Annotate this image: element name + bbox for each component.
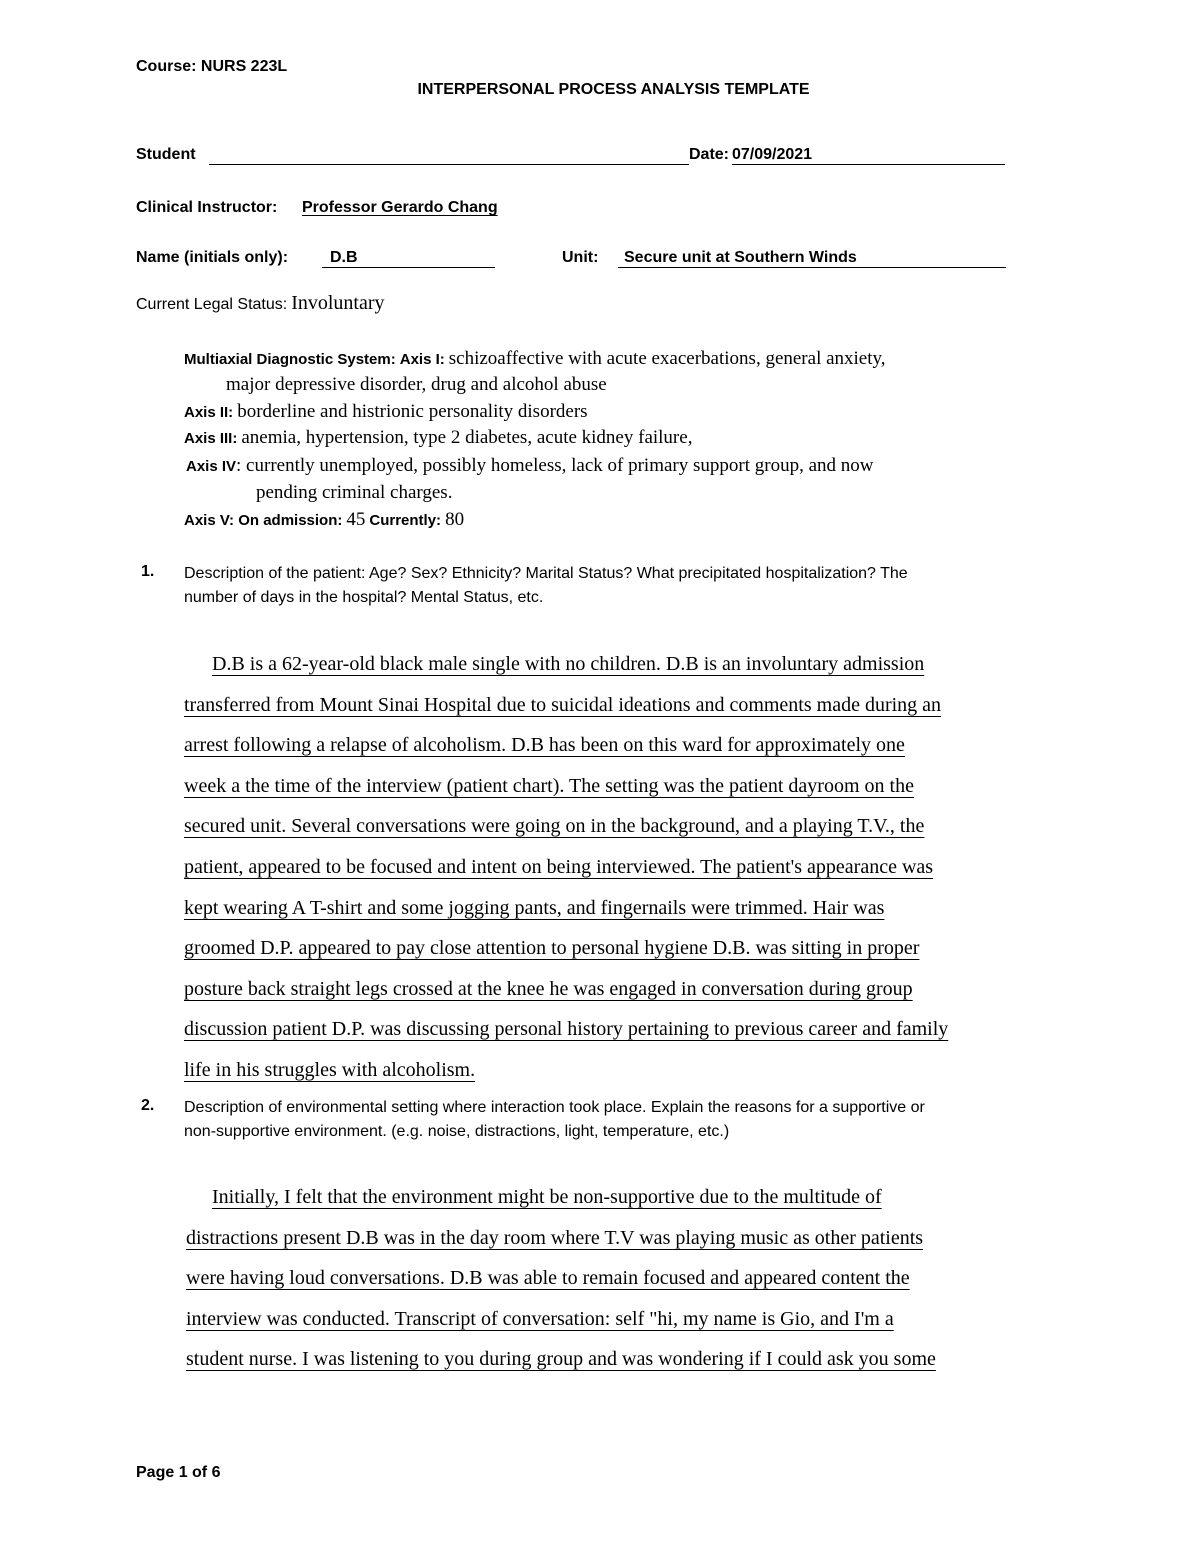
answer2-line: were having loud conversations. D.B was able to remain focused and appeared content the: [186, 1267, 910, 1290]
question2-number: 2.: [141, 1097, 155, 1114]
axis3-value: anemia, hypertension, type 2 diabetes, acute kidney failure,: [241, 427, 693, 448]
answer2-line: interview was conducted. Transcript of conversation: self "hi, my name is Gio, and I'm a: [186, 1307, 894, 1330]
answer1-line: D.B is a 62-year-old black male single with no children. D.B is an involuntary admission: [212, 653, 925, 675]
axis5-current-value: 80: [445, 509, 465, 530]
axis1-value-cont: major depressive disorder, drug and alcohol abuse: [226, 374, 607, 395]
axis5-row: [184, 509, 464, 531]
answer2-line: student nurse. I was listening to you during group and was wondering if I could ask you some: [186, 1348, 936, 1371]
answer1-line: week a the time of the interview (patient chart). The setting was the patient dayroom on the: [184, 774, 914, 797]
axis5-current-label: Currently:: [369, 512, 442, 529]
axis3-row: [184, 427, 692, 449]
name-value: D.B: [330, 249, 358, 266]
answer1-line: groomed D.P. appeared to pay close attention to personal hygiene D.B. was sitting in proper: [184, 937, 920, 960]
axis4-row: [186, 455, 873, 477]
question2-line1: Description of environmental setting where interaction took place. Explain the reasons for a supportive or: [184, 1099, 925, 1116]
name-label: Name (initials only):: [136, 249, 289, 266]
answer2-line: Initially, I felt that the environment might be non-supportive due to the multitude of: [212, 1186, 882, 1208]
page-number: Page 1 of 6: [136, 1464, 221, 1481]
legal-status-line: [136, 292, 385, 315]
answer1-line: discussion patient D.P. was discussing personal history pertaining to previous career and family: [184, 1018, 949, 1041]
answer2-line: distractions present D.B was in the day room where T.V was playing music as other patients: [186, 1226, 924, 1249]
legal-status-label: Current Legal Status:: [136, 296, 288, 313]
axis1-row: [184, 348, 886, 370]
axis5-admission-value: 45: [346, 509, 366, 530]
axis4-label: Axis IV: [186, 458, 237, 475]
answer1-line: arrest following a relapse of alcoholism. D.B has been on this ward for approximately one: [184, 734, 905, 757]
document-title: INTERPERSONAL PROCESS ANALYSIS TEMPLATE: [417, 81, 810, 98]
answer1-line: kept wearing A T-shirt and some jogging pants, and fingernails were trimmed. Hair was: [184, 896, 885, 919]
question1-line1: Description of the patient: Age? Sex? Ethnicity? Marital Status? What precipitated hospitalization? The: [184, 565, 908, 582]
date-value: 07/09/2021: [732, 146, 813, 163]
instructor-label: Clinical Instructor:: [136, 199, 278, 216]
answer1-line: patient, appeared to be focused and intent on being interviewed. The patient's appearance was: [184, 855, 934, 878]
axis4-value: : currently unemployed, possibly homeless, lack of primary support group, and now: [236, 455, 874, 476]
date-field[interactable]: [732, 164, 1005, 165]
question1-line2: number of days in the hospital? Mental Status, etc.: [184, 589, 544, 606]
axis5-label: Axis V: On admission:: [184, 512, 343, 529]
question1-number: 1.: [141, 563, 155, 580]
axis1-value: schizoaffective with acute exacerbations, general anxiety,: [448, 348, 886, 369]
question2-text: [184, 1096, 925, 1144]
axis3-label: Axis III:: [184, 430, 238, 447]
answer1-line: posture back straight legs crossed at the knee he was engaged in conversation during group: [184, 977, 913, 1000]
course-header: Course: NURS 223L: [136, 58, 288, 75]
axis4-value-cont: pending criminal charges.: [256, 482, 453, 503]
answer2-paragraph[interactable]: [186, 1177, 936, 1380]
diagnostic-system-label: Multiaxial Diagnostic System:: [184, 351, 396, 368]
unit-label: Unit:: [562, 249, 599, 266]
student-field[interactable]: [209, 164, 689, 165]
question1-text: [184, 562, 908, 610]
date-label: Date:: [689, 146, 730, 163]
answer1-line: transferred from Mount Sinai Hospital due to suicidal ideations and comments made during an: [184, 693, 942, 716]
answer1-line: secured unit. Several conversations were going on in the background, and a playing T.V., the: [184, 815, 925, 838]
answer1-paragraph[interactable]: [184, 644, 948, 1091]
axis2-label: Axis II:: [184, 404, 234, 421]
unit-value: Secure unit at Southern Winds: [624, 249, 857, 266]
answer1-line: life in his struggles with alcoholism.: [184, 1058, 476, 1081]
axis2-row: [184, 401, 588, 423]
student-label: Student: [136, 146, 196, 163]
instructor-value: Professor Gerardo Chang: [302, 199, 498, 216]
unit-field[interactable]: [618, 267, 1006, 268]
axis2-value: borderline and histrionic personality disorders: [237, 401, 588, 422]
legal-status-value: Involuntary: [291, 292, 385, 314]
question2-line2: non-supportive environment. (e.g. noise, distractions, light, temperature, etc.): [184, 1123, 730, 1140]
name-field[interactable]: [322, 267, 495, 268]
axis1-label: Axis I:: [399, 351, 445, 368]
